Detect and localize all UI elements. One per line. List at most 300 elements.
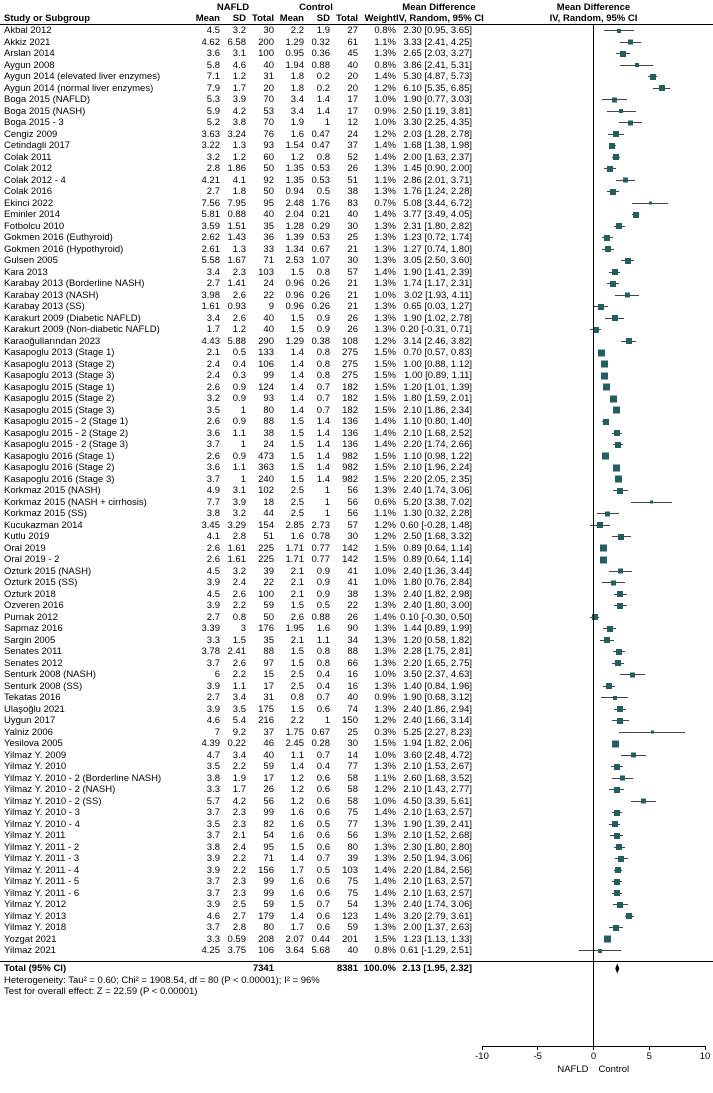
weight: 1.4%	[374, 427, 396, 439]
control-total: 45	[347, 48, 358, 59]
nafld-total: 59	[263, 899, 274, 910]
nafld-mean: 3.9	[206, 600, 220, 611]
control-sd: 0.2	[316, 71, 330, 82]
study-name: Tekatas 2016	[4, 692, 61, 703]
nafld-total: 99	[263, 807, 274, 818]
nafld-mean: 2.4	[206, 358, 220, 370]
nafld-total: 22	[263, 577, 274, 588]
nafld-total: 50	[263, 186, 274, 197]
nafld-total: 60	[263, 151, 274, 163]
control-sd: 1.6	[316, 623, 330, 634]
control-sd: 1.9	[316, 25, 330, 36]
mean-marker	[610, 281, 616, 287]
control-total: 30	[347, 220, 358, 232]
md-ci-text-header: IV, Random, 95% CI	[396, 13, 484, 24]
control-sd: 1.1	[316, 634, 330, 646]
nafld-sd: 5.88	[227, 335, 246, 347]
md-ci-text: 2.10 [1.68, 2.52]	[403, 427, 472, 439]
md-ci-text: 2.10 [1.43, 2.77]	[403, 784, 472, 795]
study-row	[0, 646, 713, 658]
study-name: Ulaşoğlu 2021	[4, 703, 65, 715]
weight: 1.4%	[374, 151, 396, 163]
weight: 0.9%	[374, 105, 396, 117]
control-sd: 0.26	[311, 301, 330, 312]
weight: 1.3%	[374, 278, 396, 289]
weight: 1.3%	[374, 853, 396, 864]
nafld-sd: 1.61	[227, 554, 246, 565]
mean-marker	[614, 890, 620, 896]
mean-marker	[617, 591, 623, 597]
mean-marker	[619, 109, 623, 113]
study-name: Purnak 2012	[4, 611, 58, 623]
control-total: 56	[347, 485, 358, 496]
control-mean-header: Mean	[279, 13, 304, 24]
nafld-total: 290	[258, 335, 274, 347]
nafld-total: 17	[263, 772, 274, 784]
control-mean: 1.4	[290, 393, 304, 404]
nafld-total: 56	[263, 795, 274, 807]
control-sd: 0.7	[316, 393, 330, 404]
md-ci-text: 2.28 [1.75, 2.81]	[403, 646, 472, 657]
control-sd: 0.6	[316, 772, 330, 784]
control-mean: 2.1	[290, 565, 304, 577]
nafld-sd: 3.9	[232, 94, 246, 105]
weight: 1.4%	[374, 887, 396, 899]
control-sd: 0.9	[316, 565, 330, 577]
control-sd: 0.26	[311, 278, 330, 289]
control-total: 26	[347, 611, 358, 623]
nafld-mean: 3.45	[201, 519, 220, 531]
control-total: 56	[347, 830, 358, 841]
control-total: 40	[347, 59, 358, 71]
mean-marker	[633, 212, 639, 218]
control-mean: 1.5	[290, 312, 304, 324]
control-sd: 2.73	[311, 519, 330, 531]
nafld-sd: 1	[240, 439, 246, 450]
nafld-sd: 7.95	[227, 197, 246, 209]
control-sd: 0.78	[311, 531, 330, 542]
nafld-total: 36	[263, 232, 274, 243]
nafld-total: 80	[263, 922, 274, 933]
control-sd: 0.7	[316, 899, 330, 910]
control-total: 21	[347, 278, 358, 289]
study-name: Aygun 2014 (normal liver enzymes)	[4, 82, 154, 94]
md-ci-text: 1.90 [1.41, 2.39]	[403, 266, 472, 278]
nafld-sd: 2.2	[232, 853, 246, 864]
control-total: 17	[347, 94, 358, 105]
study-row	[0, 704, 713, 716]
md-ci-text: 0.89 [0.64, 1.14]	[403, 542, 472, 554]
control-mean: 1.94	[285, 59, 304, 71]
nafld-mean: 3.9	[206, 680, 220, 692]
weight: 1.5%	[374, 450, 396, 462]
control-total: 30	[347, 738, 358, 749]
weight: 1.3%	[374, 220, 396, 232]
nafld-total: 53	[263, 105, 274, 117]
study-name: Boga 2015 - 3	[4, 117, 64, 128]
study-row	[0, 899, 713, 911]
control-sd: 0.6	[316, 887, 330, 899]
nafld-mean: 3.9	[206, 853, 220, 864]
mean-marker	[602, 453, 609, 460]
weight: 1.3%	[374, 588, 396, 600]
nafld-mean: 3.9	[206, 864, 220, 876]
control-group-header: Control	[299, 2, 333, 13]
nafld-total: 175	[258, 703, 274, 715]
weight: 1.3%	[374, 634, 396, 646]
control-mean: 1.9	[290, 117, 304, 128]
nafld-total: 33	[263, 243, 274, 255]
md-ci-text: 2.20 [2.05, 2.35]	[403, 473, 472, 485]
nafld-mean: 5.8	[206, 59, 220, 71]
nafld-sd: 1.61	[227, 542, 246, 554]
mean-marker	[605, 511, 610, 516]
study-row	[0, 117, 713, 129]
weight: 1.4%	[374, 864, 396, 876]
control-total: 123	[342, 910, 358, 922]
mean-marker	[617, 706, 623, 712]
control-total: 275	[342, 358, 358, 370]
control-mean: 1.5	[290, 646, 304, 657]
mean-marker	[604, 637, 610, 643]
md-ci-text: 2.00 [1.37, 2.63]	[403, 922, 472, 933]
study-name: Kara 2013	[4, 266, 48, 278]
control-total: 58	[347, 795, 358, 807]
nafld-mean: 2.8	[206, 163, 220, 174]
nafld-mean: 3.63	[201, 128, 220, 140]
control-total: 51	[347, 174, 358, 186]
nafld-mean: 3.78	[201, 646, 220, 657]
nafld-total: 30	[263, 25, 274, 36]
study-row	[0, 543, 713, 555]
control-mean: 1.5	[290, 657, 304, 669]
mean-marker	[628, 40, 633, 45]
nafld-sd: 1.43	[227, 232, 246, 243]
md-ci-text: 1.30 [0.32, 2.28]	[403, 508, 472, 519]
control-mean: 1.4	[290, 404, 304, 416]
mean-marker	[598, 304, 604, 310]
md-ci-text: 2.50 [1.19, 3.81]	[403, 105, 472, 117]
study-row	[0, 129, 713, 141]
weight: 1.3%	[374, 623, 396, 634]
weight: 1.3%	[374, 163, 396, 174]
nafld-mean: 3.7	[206, 439, 220, 450]
control-total: 21	[347, 243, 358, 255]
control-sd-header: SD	[316, 13, 330, 24]
favours-right-label: Control	[598, 1064, 630, 1075]
nafld-mean: 7.7	[206, 496, 220, 508]
md-ci-text: 2.40 [1.82, 2.98]	[403, 588, 472, 600]
study-row	[0, 531, 713, 543]
md-ci-text: 2.30 [0.95, 3.65]	[403, 25, 472, 36]
control-mean: 0.96	[285, 278, 304, 289]
study-name: Sargin 2005	[4, 634, 56, 646]
nafld-mean: 3.6	[206, 427, 220, 439]
nafld-total: 40	[263, 312, 274, 324]
study-row	[0, 163, 713, 175]
study-row	[0, 359, 713, 371]
control-sd: 1.4	[316, 439, 330, 450]
total-row	[0, 962, 713, 975]
control-sd: 0.9	[316, 588, 330, 600]
nafld-mean: 5.7	[206, 795, 220, 807]
nafld-sd: 0.22	[227, 738, 246, 749]
control-sd: 0.53	[311, 174, 330, 186]
control-sd: 1.07	[311, 255, 330, 266]
md-ci-text: 5.20 [3.38, 7.02]	[403, 496, 472, 508]
study-row	[0, 934, 713, 946]
nafld-total: 70	[263, 94, 274, 105]
md-ci-text: 5.08 [3.44, 6.72]	[403, 197, 472, 209]
study-row	[0, 462, 713, 474]
mean-marker	[613, 464, 620, 471]
nafld-sd: 6.58	[227, 36, 246, 48]
weight: 1.4%	[374, 266, 396, 278]
study-name: Senturk 2008 (NASH)	[4, 669, 96, 680]
nafld-total: 106	[258, 358, 274, 370]
study-name: Kasapoglu 2013 (Stage 2)	[4, 358, 115, 370]
study-name: Oral 2019	[4, 542, 46, 554]
nafld-total: 54	[263, 830, 274, 841]
mean-marker	[641, 799, 646, 804]
study-name: Karakurt 2009 (Diabetic NAFLD)	[4, 312, 141, 324]
control-mean: 1.6	[290, 887, 304, 899]
study-row	[0, 347, 713, 359]
control-sd: 0.9	[316, 324, 330, 335]
md-ci-text: 2.31 [1.80, 2.82]	[403, 220, 472, 232]
mean-marker	[612, 269, 618, 275]
study-name: Kucukazman 2014	[4, 519, 83, 531]
mean-marker	[630, 672, 635, 677]
md-ci-text: 1.90 [1.39, 2.41]	[403, 818, 472, 830]
control-mean: 1.2	[290, 151, 304, 163]
md-ci-plot-header: IV, Random, 95% CI	[549, 13, 638, 24]
control-mean: 1.2	[290, 784, 304, 795]
control-total: 40	[347, 209, 358, 220]
control-total: 41	[347, 565, 358, 577]
study-name: Karakurt 2009 (Non-diabetic NAFLD)	[4, 324, 160, 335]
mean-marker	[625, 258, 631, 264]
study-row	[0, 520, 713, 532]
weight: 1.2%	[374, 715, 396, 726]
nafld-total: 22	[263, 289, 274, 301]
md-ci-text: 2.50 [1.68, 3.32]	[403, 531, 472, 542]
control-total: 25	[347, 726, 358, 738]
study-row	[0, 232, 713, 244]
nafld-mean: 4.1	[206, 531, 220, 542]
nafld-group-header: NAFLD	[216, 2, 250, 13]
weight: 1.3%	[374, 48, 396, 59]
control-mean: 1.71	[285, 554, 304, 565]
control-sd: 1.4	[316, 462, 330, 473]
control-sd: 0.6	[316, 922, 330, 933]
control-mean: 2.1	[290, 577, 304, 588]
study-name: Ozturk 2015 (SS)	[4, 577, 78, 588]
study-row	[0, 554, 713, 566]
control-mean: 3.4	[290, 105, 304, 117]
control-total: 182	[342, 393, 358, 404]
study-name: Korkmaz 2015 (NASH + cirrhosis)	[4, 496, 147, 508]
nafld-sd: 1.1	[232, 462, 246, 473]
nafld-mean: 3.8	[206, 841, 220, 853]
study-row	[0, 623, 713, 635]
study-name: Yilmaz Y. 2011 - 3	[4, 853, 80, 864]
study-name: Yilmaz Y. 2012	[4, 899, 67, 910]
mean-marker	[612, 821, 618, 827]
control-sd: 0.4	[316, 680, 330, 692]
control-total: 150	[342, 715, 358, 726]
nafld-mean: 4.25	[201, 945, 220, 956]
control-total: 24	[347, 128, 358, 140]
study-row	[0, 428, 713, 440]
study-row	[0, 393, 713, 405]
nafld-sd: 1	[240, 473, 246, 485]
nafld-mean: 2.6	[206, 416, 220, 427]
weight: 1.4%	[374, 439, 396, 450]
nafld-mean: 2.7	[206, 186, 220, 197]
study-row	[0, 566, 713, 578]
weight: 1.3%	[374, 657, 396, 669]
study-name: Akkiz 2021	[4, 36, 51, 48]
control-mean: 1.5	[290, 899, 304, 910]
nafld-total: 124	[258, 381, 274, 393]
nafld-sd: 0.9	[232, 450, 246, 462]
nafld-sd: 1.51	[227, 220, 246, 232]
nafld-total: 95	[263, 197, 274, 209]
control-mean: 1.7	[290, 922, 304, 933]
nafld-sd: 2.3	[232, 887, 246, 899]
nafld-sd: 2.1	[232, 830, 246, 841]
nafld-mean: 4.21	[201, 174, 220, 186]
study-name: Uygun 2017	[4, 715, 56, 726]
mean-marker	[614, 430, 620, 436]
study-name: Yilmaz Y. 2010 - 3	[4, 807, 80, 818]
nafld-mean: 2.6	[206, 450, 220, 462]
study-row	[0, 152, 713, 164]
study-name: Yilmaz Y. 2011 - 6	[4, 887, 80, 899]
study-row	[0, 209, 713, 221]
nafld-total: 59	[263, 600, 274, 611]
md-ci-text: 2.40 [1.86, 2.94]	[403, 703, 472, 715]
axis-tick-label: 0	[590, 1051, 597, 1062]
control-sd: 1.4	[316, 416, 330, 427]
study-row	[0, 267, 713, 279]
weight: 1.3%	[374, 485, 396, 496]
control-sd: 0.9	[316, 312, 330, 324]
mean-marker	[601, 372, 608, 379]
md-plot-title: Mean Difference	[556, 2, 631, 13]
nafld-total: 179	[258, 910, 274, 922]
control-total: 88	[347, 646, 358, 657]
study-name: Colak 2012 - 4	[4, 174, 66, 186]
nafld-mean: 7	[214, 726, 220, 738]
md-ci-text: 1.80 [1.59, 2.01]	[403, 393, 472, 404]
md-ci-text: 3.60 [2.48, 4.72]	[403, 749, 472, 761]
study-row	[0, 669, 713, 681]
study-name: Boga 2015 (NASH)	[4, 105, 86, 117]
study-row	[0, 313, 713, 325]
nafld-sd: 3.2	[232, 565, 246, 577]
nafld-total: 100	[258, 588, 274, 600]
control-total: 103	[342, 864, 358, 876]
study-name: Aygun 2014 (elevated liver enzymes)	[4, 71, 161, 82]
control-total: 136	[342, 416, 358, 427]
nafld-total: 102	[258, 485, 274, 496]
control-sd: 0.8	[316, 370, 330, 381]
study-name: Colak 2012	[4, 163, 53, 174]
mean-marker	[615, 660, 621, 666]
nafld-sd: 2.3	[232, 807, 246, 818]
nafld-mean: 4.43	[201, 335, 220, 347]
study-name: Yilmaz Y. 2009	[4, 749, 67, 761]
weight: 1.3%	[374, 899, 396, 910]
nafld-total: 93	[263, 393, 274, 404]
nafld-total: 363	[258, 462, 274, 473]
nafld-mean: 3.3	[206, 634, 220, 646]
nafld-sd: 2.6	[232, 312, 246, 324]
mean-marker	[628, 120, 633, 125]
control-total: 40	[347, 945, 358, 956]
nafld-sd: 2.2	[232, 669, 246, 680]
weight: 1.3%	[374, 646, 396, 657]
control-sd: 0.77	[311, 554, 330, 565]
control-total: 982	[342, 473, 358, 485]
nafld-mean: 5.58	[201, 255, 220, 266]
control-sd: 1.4	[316, 94, 330, 105]
md-ci-text: 2.10 [1.53, 2.67]	[403, 761, 472, 772]
header-spacer	[0, 2, 192, 13]
mean-marker	[617, 902, 623, 908]
control-sd: 5.68	[311, 945, 330, 956]
mean-marker	[615, 476, 622, 483]
nafld-total: 95	[263, 841, 274, 853]
weight: 1.0%	[374, 577, 396, 588]
nafld-total: 100	[258, 48, 274, 59]
x-axis	[475, 1046, 711, 1080]
control-total: 57	[347, 266, 358, 278]
mean-marker	[609, 143, 615, 149]
axis-tick-label: 10	[699, 1051, 711, 1062]
nafld-mean: 4.6	[206, 715, 220, 726]
mean-marker	[650, 74, 656, 80]
mean-marker	[631, 753, 636, 758]
md-column-title: Mean Difference	[402, 2, 476, 13]
axis-tick	[649, 1046, 650, 1050]
study-name: Colak 2011	[4, 151, 52, 163]
mean-marker	[649, 202, 652, 205]
study-name: Kasapoglu 2015 - 2 (Stage 2)	[4, 427, 129, 439]
study-name: Gulsen 2005	[4, 255, 58, 266]
study-row	[0, 842, 713, 854]
nafld-mean: 3.98	[201, 289, 220, 301]
nafld-total-header: Total	[252, 13, 274, 24]
mean-marker	[617, 603, 623, 609]
control-total: 136	[342, 427, 358, 439]
total-md-ci-text: 2.13 [1.95, 2.32]	[402, 962, 472, 974]
nafld-total: 80	[263, 404, 274, 416]
mean-marker	[617, 29, 621, 33]
weight: 1.3%	[374, 312, 396, 324]
mean-marker	[616, 649, 622, 655]
control-mean: 1.5	[290, 439, 304, 450]
nafld-total: 24	[263, 278, 274, 289]
nafld-sd: 3	[240, 623, 246, 634]
mean-marker	[635, 63, 639, 67]
control-total: 39	[347, 853, 358, 864]
nafld-total: 51	[263, 531, 274, 542]
total-control-n: 8381	[336, 962, 358, 974]
study-row	[0, 198, 713, 210]
